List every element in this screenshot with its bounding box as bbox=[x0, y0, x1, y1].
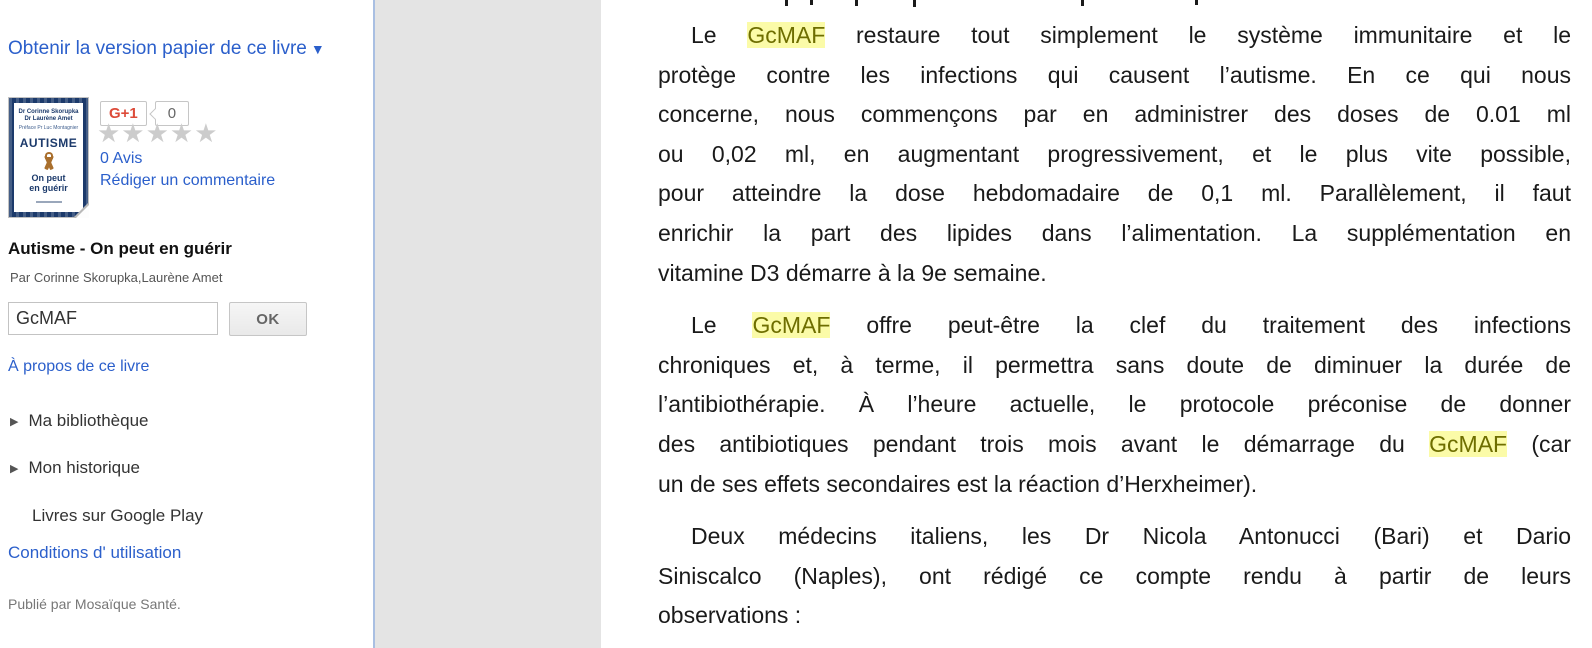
cover-preface: Préface Pr Luc Montagnier bbox=[18, 125, 79, 131]
text-run: offre peut-être la clef du traitement des infections bbox=[830, 312, 1571, 339]
cover-fold-corner-icon bbox=[76, 205, 89, 218]
search-in-book-input[interactable] bbox=[8, 302, 218, 335]
gplus-count: 0 bbox=[167, 105, 177, 122]
text-run: observations : bbox=[658, 602, 802, 629]
text-line bbox=[658, 56, 1571, 96]
tree-expand-icon: ▶ bbox=[10, 463, 19, 475]
text-line bbox=[658, 517, 1571, 557]
search-ok-button[interactable]: OK bbox=[229, 302, 307, 336]
clipped-text-fragment bbox=[1081, 0, 1084, 6]
text-line bbox=[658, 557, 1571, 597]
search-highlight: GcMAF bbox=[752, 312, 831, 339]
terms-of-use-link[interactable]: Conditions d' utilisation bbox=[8, 543, 182, 562]
text-line bbox=[658, 425, 1571, 465]
cover-author-1: Dr Corinne Skorupka bbox=[18, 109, 79, 115]
gplus-button[interactable]: G+1 bbox=[100, 101, 147, 126]
get-print-version-label: Obtenir la version papier de ce livre bbox=[8, 38, 307, 59]
clipped-text-fragment bbox=[1195, 0, 1198, 5]
cover-inner bbox=[14, 103, 83, 212]
cover-frame bbox=[9, 98, 88, 217]
reviews-link[interactable]: 0 Avis bbox=[100, 150, 143, 167]
text-run: enrichir la part des lipides dans l’alimentation. La supplémentation en bbox=[658, 219, 1571, 246]
text-line bbox=[658, 174, 1571, 214]
book-byline: Par Corinne Skorupka,Laurène Amet bbox=[10, 270, 223, 285]
cover-publisher-mark bbox=[36, 201, 62, 203]
awareness-ribbon-icon bbox=[42, 153, 56, 170]
text-run: chroniques et, à terme, il permettra sans doute de diminuer la durée de bbox=[658, 351, 1571, 378]
text-run: des antibiotiques pendant trois mois avant le démarrage du bbox=[658, 430, 1430, 457]
paragraph bbox=[658, 517, 1571, 636]
cover-author-2: Dr Laurène Amet bbox=[24, 116, 73, 122]
paragraph bbox=[658, 16, 1571, 293]
search-highlight: GcMAF bbox=[1429, 430, 1508, 457]
tree-expand-icon: ▶ bbox=[10, 416, 19, 428]
dropdown-arrow-icon: ▼ bbox=[310, 41, 325, 57]
sidebar-item-google-play-books[interactable]: Livres sur Google Play bbox=[32, 506, 204, 525]
text-line bbox=[658, 16, 1571, 56]
text-line bbox=[658, 385, 1571, 425]
text-run: l’antibiothérapie. À l’heure actuelle, le protocole préconise de donner bbox=[658, 391, 1571, 418]
clipped-text-fragment bbox=[810, 0, 813, 5]
text-run: Siniscalco (Naples), ont rédigé ce compte rendu à partir de leurs bbox=[658, 562, 1571, 589]
about-this-book-link[interactable]: À propos de ce livre bbox=[8, 358, 150, 375]
text-line bbox=[658, 95, 1571, 135]
text-run: protège contre les infections qui causent l’autisme. En ce qui nous bbox=[658, 61, 1571, 88]
text-run: pour atteindre la dose hebdomadaire de 0,1 ml. Parallèlement, il faut bbox=[658, 180, 1571, 207]
text-line bbox=[658, 306, 1571, 346]
text-run: vitamine D3 démarre à la 9e semaine. bbox=[658, 259, 1047, 286]
book-text bbox=[658, 16, 1571, 636]
text-run: Le bbox=[691, 312, 753, 339]
clipped-text-fragment bbox=[785, 0, 788, 6]
text-run: (car bbox=[1507, 430, 1572, 457]
sidebar bbox=[0, 0, 373, 648]
publisher-note: Publié par Mosaïque Santé. bbox=[8, 596, 181, 612]
my-history-label: Mon historique bbox=[28, 458, 140, 477]
text-line bbox=[658, 346, 1571, 386]
text-line bbox=[658, 596, 1571, 636]
text-line bbox=[658, 214, 1571, 254]
text-run: Le bbox=[691, 22, 748, 48]
text-run: ou 0,02 ml, en augmentant progressivement, et le plus vite possible, bbox=[658, 140, 1571, 167]
text-line bbox=[658, 465, 1571, 505]
cover-subtitle-2: en guérir bbox=[29, 183, 68, 193]
text-line bbox=[658, 254, 1571, 294]
book-title: Autisme - On peut en guérir bbox=[8, 239, 232, 258]
text-line bbox=[658, 135, 1571, 175]
clipped-text-fragment bbox=[855, 0, 858, 6]
text-run: un de ses effets secondaires est la réaction d’Herxheimer). bbox=[658, 470, 1258, 497]
book-cover-thumbnail[interactable] bbox=[8, 97, 89, 218]
text-run: concerne, nous commençons par en administrer des doses de 0.01 ml bbox=[658, 101, 1571, 128]
cover-title: AUTISME bbox=[19, 136, 78, 150]
clipped-text-fragment bbox=[913, 0, 916, 7]
write-review-link[interactable]: Rédiger un commentaire bbox=[100, 172, 276, 189]
reader-gutter bbox=[375, 0, 601, 648]
star-rating[interactable]: ★★★★★ bbox=[97, 118, 219, 148]
get-print-version-link[interactable] bbox=[8, 38, 325, 60]
my-library-label: Ma bibliothèque bbox=[28, 411, 149, 430]
sidebar-item-my-library[interactable] bbox=[10, 411, 149, 431]
sidebar-item-my-history[interactable] bbox=[10, 458, 140, 478]
text-run: Deux médecins italiens, les Dr Nicola Antonucci (Bari) et Dario bbox=[691, 523, 1571, 550]
book-page bbox=[601, 0, 1592, 648]
paragraph bbox=[658, 306, 1571, 504]
cover-subtitle-1: On peut bbox=[31, 173, 66, 183]
search-highlight: GcMAF bbox=[747, 22, 826, 48]
text-run: restaure tout simplement le système immunitaire et le bbox=[825, 22, 1571, 48]
